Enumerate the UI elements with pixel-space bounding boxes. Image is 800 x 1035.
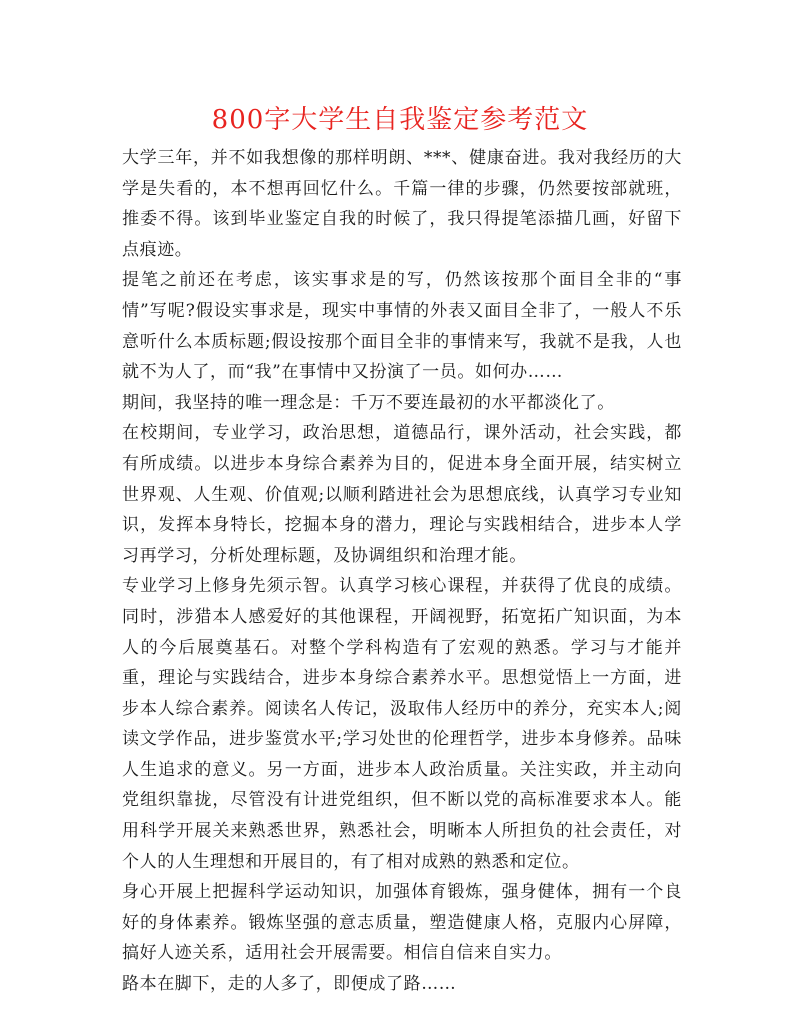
paragraph-4: 在校期间，专业学习，政治思想，道德品行，课外活动，社会实践，都有所成绩。以进步本身综合素养为目的，促进本身全面开展，结实树立世界观、人生观、价值观;以顺利踏进社会为思想底线，认真学习专业知识，发挥本身特长，挖掘本身的潜力，理论与实践相结合，进步本人学习再学习，分析处理标题，及协调组织和治理才能。: [122, 423, 682, 566]
paragraph-1: 大学三年，并不如我想像的那样明朗、***、健康奋进。我对我经历的大学是失看的，本不想再回忆什么。千篇一律的步骤，仍然要按部就班，推委不得。该到毕业鉴定自我的时候了，我只得提笔添描几画，好留下点痕迹。: [122, 148, 682, 260]
paragraph-5: 专业学习上修身先须示智。认真学习核心课程，并获得了优良的成绩。同时，涉猎本人感爱好的其他课程，开阔视野，拓宽拓广知识面，为本人的今后展奠基石。对整个学科构造有了宏观的熟悉。学习与才能并重，理论与实践结合，进步本身综合素养水平。思想觉悟上一方面，进步本人综合素养。阅读名人传记，汲取伟人经历中的养分，充实本人;阅读文学作品，进步鉴赏水平;学习处世的伦理哲学，进步本身修养。品味人生追求的意义。另一方面，进步本人政治质量。关注实政，并主动向党组织靠拢，尽管没有计进党组织，但不断以党的高标准要求本人。能用科学开展关来熟悉世界，熟悉社会，明晰本人所担负的社会责任，对个人的人生理想和开展目的，有了相对成熟的熟悉和定位。: [122, 576, 682, 872]
document-title: 800字大学生自我鉴定参考范文: [211, 105, 589, 135]
paragraph-3: 期间，我坚持的唯一理念是：千万不要连最初的水平都淡化了。: [122, 392, 615, 413]
paragraph-7: 路本在脚下，走的人多了，即便成了路……: [122, 974, 457, 995]
paragraph-2: 提笔之前还在考虑，该实事求是的写，仍然该按那个面目全非的“事情”写呢?假设实事求是，现实中事情的外表又面目全非了，一般人不乐意听什么本质标题;假设按那个面目全非的事情来写，我就不是我，人也就不为人了，而“我”在事情中又扮演了一员。如何办……: [122, 270, 682, 383]
paragraph-6: 身心开展上把握科学运动知识，加强体育锻炼，强身健体，拥有一个良好的身体素养。锻炼坚强的意志质量，塑造健康人格，克服内心屏障，搞好人迹关系，适用社会开展需要。相信自信来自实力。: [122, 882, 682, 964]
document-body: [122, 143, 682, 1000]
